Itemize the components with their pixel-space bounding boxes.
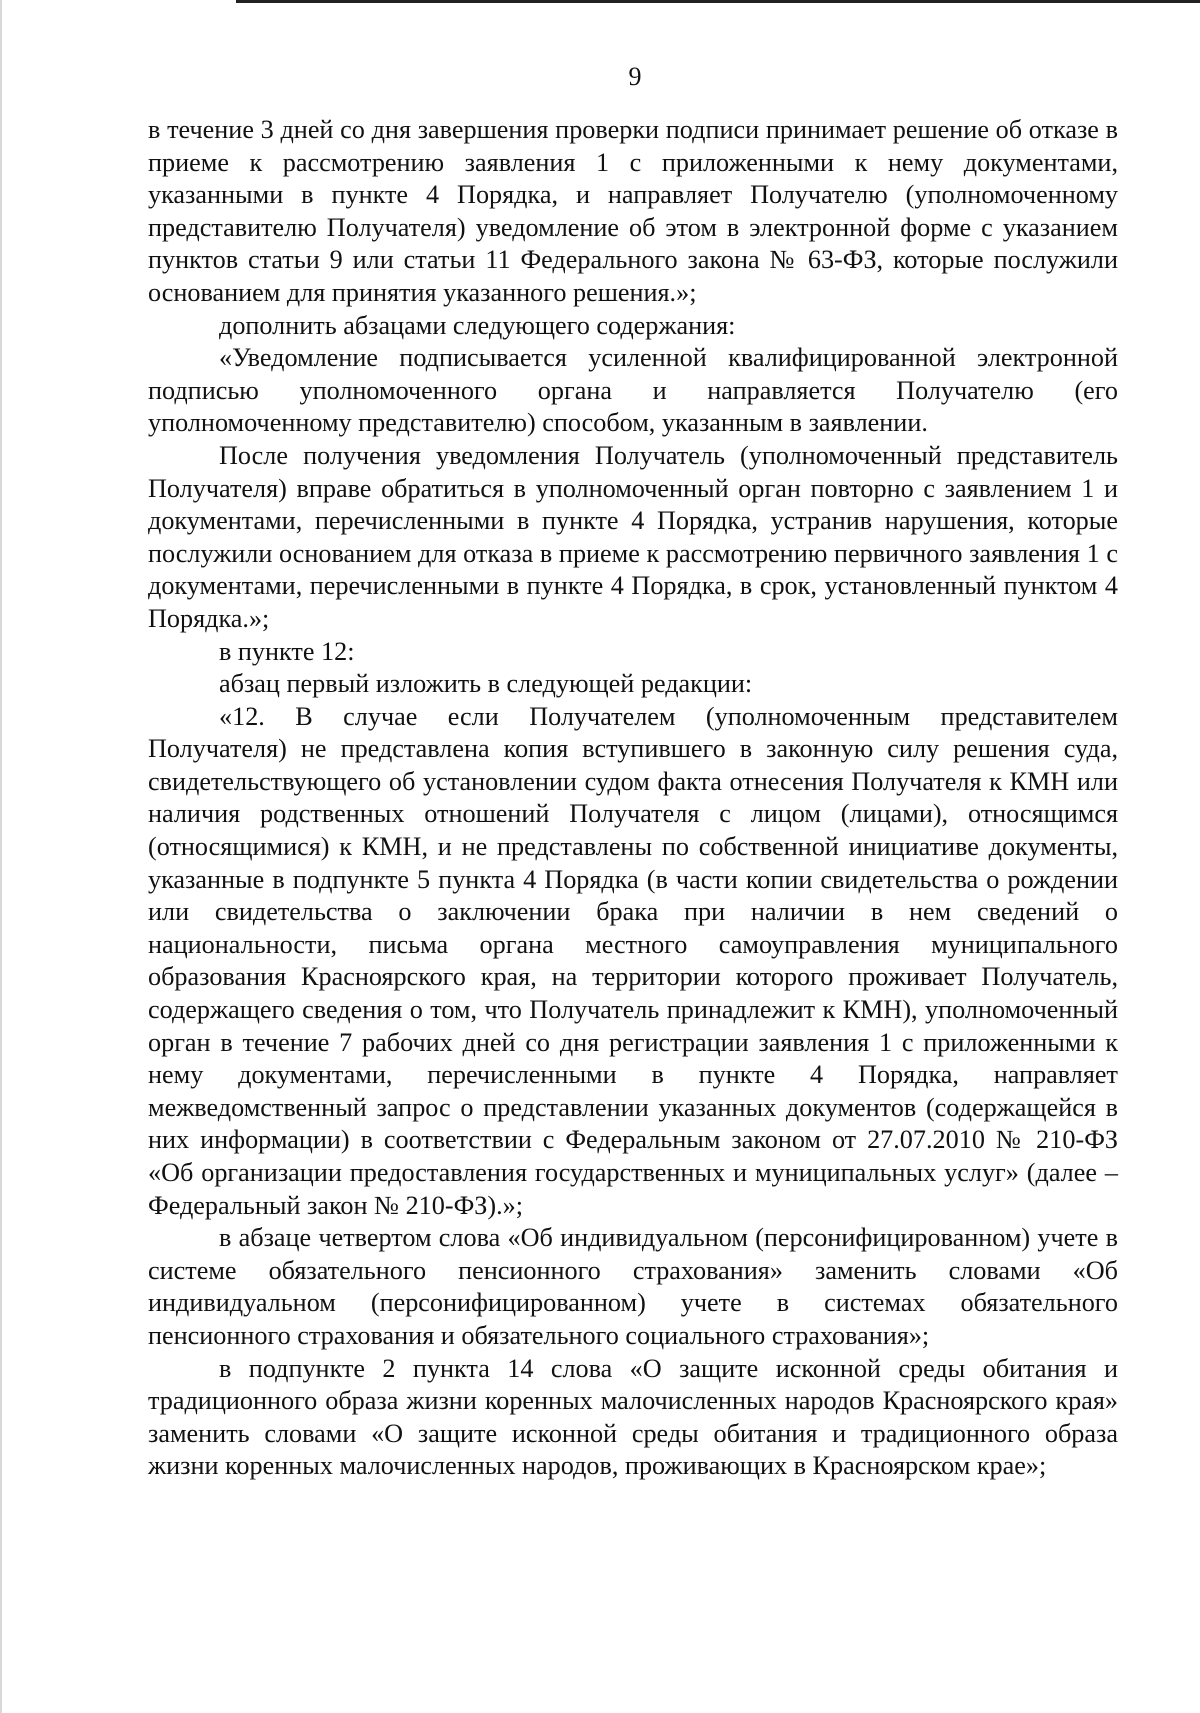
paragraph-4: После получения уведомления Получатель (уполномоченный представитель Получателя) вправе обратиться в уполномоченный орган повторно с заявлением 1 и документами, перечисленными в пункте 4 Порядка, устранив нарушения, которые послужили основанием для отказа в приеме к рассмотрению первичного заявления 1 с документами, перечисленными в пункте 4 Порядка, в срок, установленный пунктом 4 Порядка.»; — [148, 440, 1118, 633]
document-body — [148, 114, 1118, 1483]
paragraph-7: «12. В случае если Получателем (уполномоченным представителем Получателя) не представлена копия вступившего в законную силу решения суда, свидетельствующего об установлении судом факта отнесения Получателя к КМН или наличия родственных отношений Получателя с лицом (лицами), относящимся (относящимися) к КМН, и не представлены по собственной инициативе документы, указанные в подпункте 5 пункта 4 Порядка (в части копии свидетельства о рождении или свидетельства о заключении брака при наличии в нем сведений о национальности, письма органа местного самоуправления муниципального образования Красноярского края, на территории которого проживает Получатель, содержащего сведения о том, что Получатель принадлежит к КМН), уполномоченный орган в течение 7 рабочих дней со дня регистрации заявления 1 с приложенными к нему документами, перечисленными в пункте 4 Порядка, направляет межведомственный запрос о представлении указанных документов (содержащейся в них информации) в соответствии с Федеральным законом от 27.07.2010 № 210-ФЗ «Об организации предоставления государственных и муниципальных услуг» (далее – Федеральный закон № 210-ФЗ).»; — [148, 701, 1118, 1220]
paragraph-3: «Уведомление подписывается усиленной квалифицированной электронной подписью уполномоченного органа и направляется Получателю (его уполномоченному представителю) способом, указанным в заявлении. — [148, 343, 1118, 438]
paragraph-1: в течение 3 дней со дня завершения проверки подписи принимает решение об отказе в приеме к рассмотрению заявления 1 с приложенными к нему документами, указанными в пункте 4 Порядка, и направляет Получателю (уполномоченному представителю Получателя) уведомление об этом в электронной форме с указанием пунктов статьи 9 или статьи 11 Федерального закона № 63-ФЗ, которые послужили основанием для принятия указанного решения.»; — [148, 115, 1118, 307]
paragraph-5: в пункте 12: — [219, 636, 355, 666]
page-left-edge — [0, 0, 2, 1713]
top-rule — [236, 0, 1200, 3]
paragraph-2: дополнить абзацами следующего содержания: — [219, 310, 736, 340]
paragraph-6: абзац первый изложить в следующей редакции: — [219, 669, 753, 699]
paragraph-8: в абзаце четвертом слова «Об индивидуальном (персонифицированном) учете в системе обязательного пенсионного страхования» заменить словами «Об индивидуальном (персонифицированном) учете в системах обязательного пенсионного страхования и обязательного социального страхования»; — [148, 1223, 1118, 1350]
paragraph-9: в подпункте 2 пункта 14 слова «О защите исконной среды обитания и традиционного образа жизни коренных малочисленных народов Красноярского края» заменить словами «О защите исконной среды обитания и традиционного образа жизни коренных малочисленных народов, проживающих в Красноярском крае»; — [148, 1353, 1118, 1481]
page-number: 9 — [628, 62, 642, 91]
